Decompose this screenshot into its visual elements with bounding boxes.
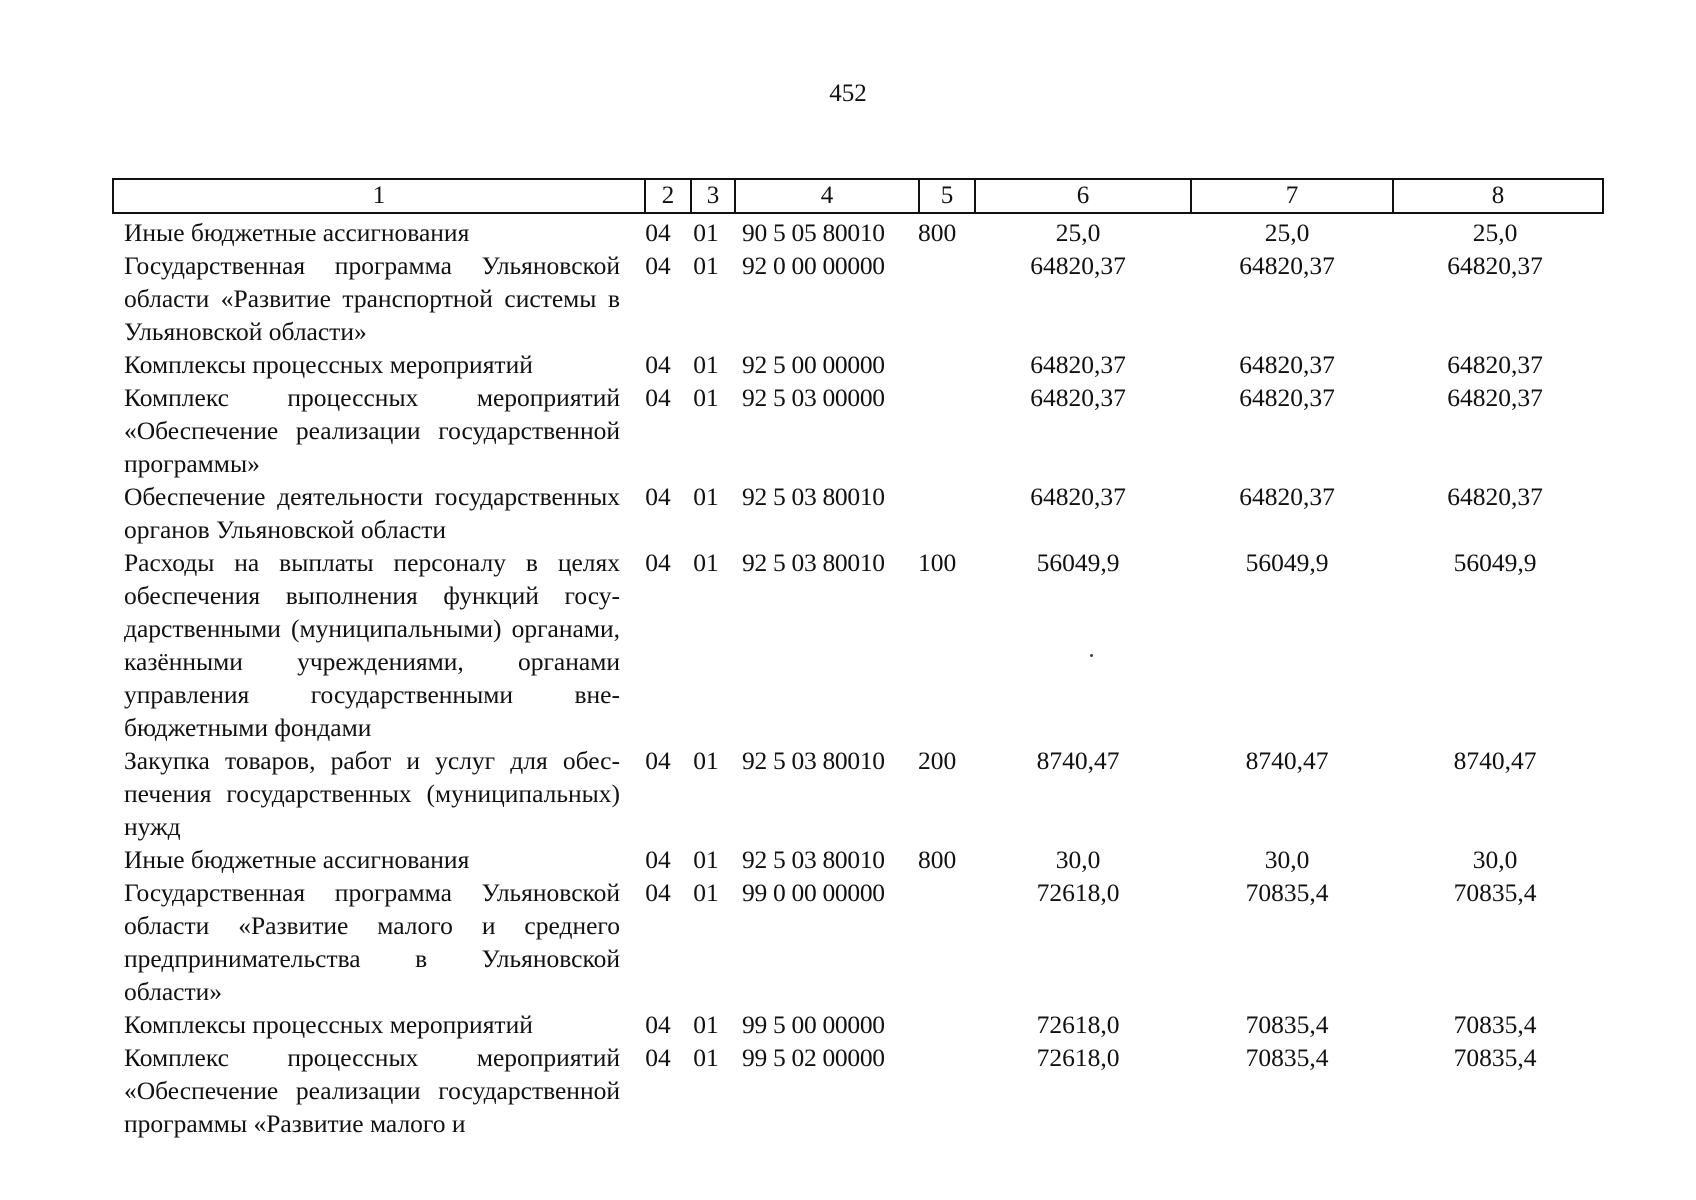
header-col-1: 1	[113, 179, 645, 213]
row-subsection: 01	[693, 251, 719, 280]
row-value-7: 64820,37	[1239, 251, 1335, 280]
row-value-7: 64820,37	[1239, 383, 1335, 412]
table-header	[112, 178, 1604, 214]
table-row	[112, 348, 1602, 381]
header-col-6: 6	[975, 179, 1191, 213]
row-name: Комплексы процессных мероприятий	[124, 350, 533, 379]
row-value-7: 64820,37	[1239, 482, 1335, 511]
row-subsection: 01	[693, 878, 719, 907]
row-section: 04	[645, 1043, 671, 1072]
row-section: 04	[645, 878, 671, 907]
table-row	[112, 1041, 1602, 1140]
row-section: 04	[645, 350, 671, 379]
row-expense-type	[914, 249, 970, 348]
header-col-7: 7	[1191, 179, 1393, 213]
row-value-8: 25,0	[1472, 218, 1518, 247]
row-subsection: 01	[693, 1043, 719, 1072]
table-row	[112, 480, 1602, 546]
row-value-8: 56049,9	[1453, 548, 1537, 577]
row-value-7: 8740,47	[1245, 746, 1329, 775]
table-row	[112, 216, 1602, 249]
row-value-6: 64820,37	[1030, 251, 1126, 280]
row-name: Государственная программа Ульяновской области «Развитие малого и среднего предпринимательства в Ульяновской области»	[124, 878, 620, 1006]
row-expense-type: 800	[918, 218, 957, 247]
row-name: Закупка товаров, работ и услуг для обеспечения государственных (муниципальных) нужд	[124, 746, 620, 841]
page-number: 452	[829, 80, 867, 107]
row-value-6: 72618,0	[1036, 1010, 1120, 1039]
row-name: Комплекс процессных мероприятий «Обеспечение реализации государственной программы»	[124, 383, 620, 478]
row-value-6: 72618,0	[1036, 1043, 1120, 1072]
row-target-code: 99 5 02 00000	[742, 1043, 885, 1072]
row-target-code: 99 5 00 00000	[742, 1010, 885, 1039]
row-target-code: 92 5 03 80010	[742, 746, 885, 775]
row-value-7: 25,0	[1264, 218, 1310, 247]
row-value-6: 30,0	[1055, 845, 1101, 874]
row-value-6: 72618,0	[1036, 878, 1120, 907]
header-col-4: 4	[735, 179, 919, 213]
row-expense-type: 200	[918, 746, 957, 775]
row-expense-type: 800	[918, 845, 957, 874]
row-target-code: 92 5 03 80010	[742, 845, 885, 874]
row-subsection: 01	[693, 482, 719, 511]
row-expense-type	[914, 480, 970, 546]
row-target-code: 92 5 03 00000	[742, 383, 885, 412]
row-value-8: 64820,37	[1447, 482, 1543, 511]
row-name: Государственная программа Ульяновской области «Развитие транспортной системы в Ульяновской области»	[124, 251, 620, 346]
row-value-6: 25,0	[1055, 218, 1101, 247]
row-value-8: 64820,37	[1447, 350, 1543, 379]
header-col-3: 3	[691, 179, 735, 213]
row-expense-type	[914, 1041, 970, 1140]
row-expense-type	[914, 381, 970, 480]
row-subsection: 01	[693, 350, 719, 379]
row-name: Комплекс процессных мероприятий «Обеспечение реализации государственной программы «Развитие малого и	[124, 1043, 620, 1138]
row-subsection: 01	[693, 548, 719, 577]
row-expense-type	[914, 1008, 970, 1041]
row-value-7: 70835,4	[1245, 1010, 1329, 1039]
row-value-6: 64820,37	[1030, 482, 1126, 511]
row-subsection: 01	[693, 845, 719, 874]
row-value-6: 64820,37	[1030, 383, 1126, 412]
scan-speck	[1090, 654, 1093, 657]
row-section: 04	[645, 548, 671, 577]
row-value-8: 30,0	[1472, 845, 1518, 874]
row-value-6: 8740,47	[1036, 746, 1120, 775]
row-subsection: 01	[693, 746, 719, 775]
row-value-7: 70835,4	[1245, 878, 1329, 907]
row-value-8: 64820,37	[1447, 383, 1543, 412]
row-name: Обеспечение деятельности государственных органов Ульяновской области	[124, 482, 620, 544]
row-section: 04	[645, 746, 671, 775]
table-row	[112, 1008, 1602, 1041]
row-expense-type: 100	[918, 548, 957, 577]
row-value-8: 64820,37	[1447, 251, 1543, 280]
row-name: Иные бюджетные ассигнования	[124, 845, 470, 874]
table-row	[112, 744, 1602, 843]
table-body	[112, 216, 1602, 1140]
header-col-2: 2	[645, 179, 691, 213]
row-target-code: 92 5 03 80010	[742, 548, 885, 577]
table-row	[112, 843, 1602, 876]
row-section: 04	[645, 251, 671, 280]
row-target-code: 92 0 00 00000	[742, 251, 885, 280]
table-row	[112, 249, 1602, 348]
row-value-8: 8740,47	[1453, 746, 1537, 775]
row-section: 04	[645, 482, 671, 511]
row-target-code: 92 5 00 00000	[742, 350, 885, 379]
row-value-6: 64820,37	[1030, 350, 1126, 379]
row-section: 04	[645, 1010, 671, 1039]
row-subsection: 01	[693, 218, 719, 247]
row-value-8: 70835,4	[1453, 878, 1537, 907]
row-value-7: 64820,37	[1239, 350, 1335, 379]
row-value-8: 70835,4	[1453, 1010, 1537, 1039]
row-value-7: 70835,4	[1245, 1043, 1329, 1072]
table-row	[112, 876, 1602, 1008]
row-section: 04	[645, 383, 671, 412]
row-expense-type	[914, 876, 970, 1008]
row-section: 04	[645, 845, 671, 874]
row-target-code: 90 5 05 80010	[742, 218, 885, 247]
row-target-code: 92 5 03 80010	[742, 482, 885, 511]
row-subsection: 01	[693, 1010, 719, 1039]
row-expense-type	[914, 348, 970, 381]
row-target-code: 99 0 00 00000	[742, 878, 885, 907]
row-name: Расходы на выплаты персоналу в целях обеспечения выполнения функций государственными (муниципальными) органами, казёнными учреждениями, органами управления государственными внебюджетными фондами	[124, 548, 620, 742]
header-col-5: 5	[919, 179, 975, 213]
row-subsection: 01	[693, 383, 719, 412]
row-name: Иные бюджетные ассигнования	[124, 218, 470, 247]
row-name: Комплексы процессных мероприятий	[124, 1010, 533, 1039]
header-col-8: 8	[1393, 179, 1603, 213]
row-value-8: 70835,4	[1453, 1043, 1537, 1072]
row-value-6: 56049,9	[1036, 548, 1120, 577]
table-row	[112, 546, 1602, 744]
row-value-7: 30,0	[1264, 845, 1310, 874]
row-value-7: 56049,9	[1245, 548, 1329, 577]
table-row	[112, 381, 1602, 480]
row-section: 04	[645, 218, 671, 247]
